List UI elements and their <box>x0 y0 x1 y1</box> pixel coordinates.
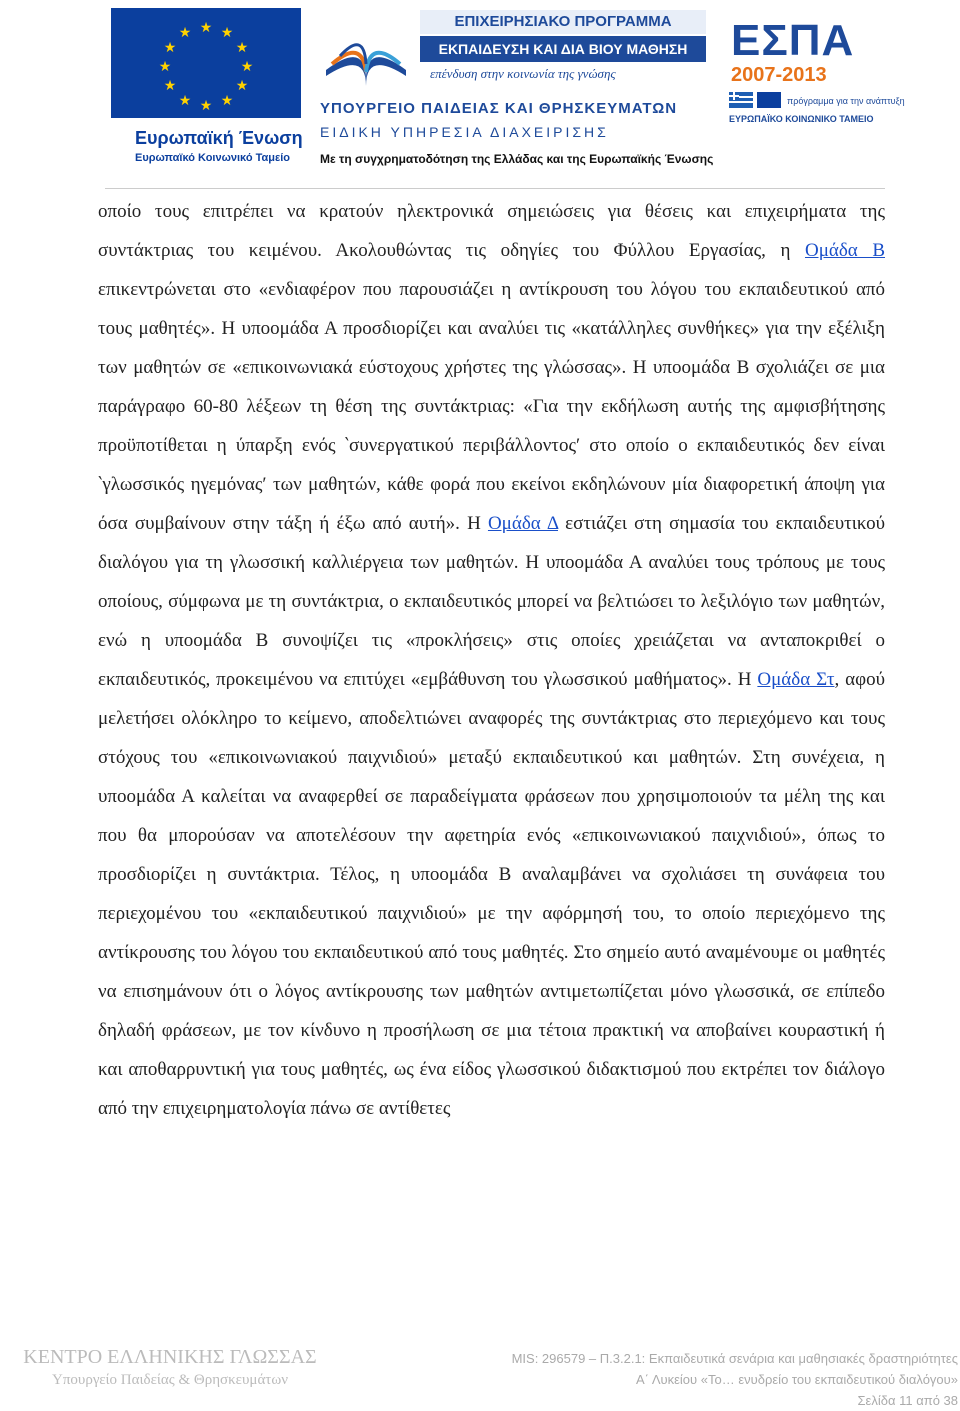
text-segment: επικεντρώνεται στο «ενδιαφέρον που παρουσιάζει η αντίκρουση του λόγου του εκπαιδευτικού από τους μαθητές». Η υποομάδα Α προσδιορίζει και αναλύει τις «κατάλληλες συνθήκες» για την εξέλιξη των μαθητών σε «επικοινωνιακά εύστοχους χρήστες της γλώσσας». Η υποομάδα Β σχολιάζει σε μια παράγραφο 60-80 λέξεων τη θέση της συντάκτριας: «Για την εκδήλωση αυτής της αμφισβήτησης προϋποτίθεται η ύπαρξη ενός ‵συνεργατικού περιβάλλοντος′ στο οποίο ο εκπαιδευτικός δεν είναι ‵γλωσσικός ηγεμόνας′ των μαθητών, κάθε φορά που εκείνοι εκδηλώνουν μία διαφορετική άποψη για όσα συμβαίνουν στην τάξη ή έξω από αυτή». Η <box>98 279 885 534</box>
program-line-2: ΕΚΠΑΙΔΕΥΣΗ ΚΑΙ ΔΙΑ ΒΙΟΥ ΜΑΘΗΣΗ <box>420 36 706 62</box>
svg-text:★: ★ <box>235 78 249 94</box>
link-group-b[interactable]: Ομάδα Β <box>804 240 885 261</box>
agency-name: ΕΙΔΙΚΗ ΥΠΗΡΕΣΙΑ ΔΙΑΧΕΙΡΙΣΗΣ <box>320 124 609 140</box>
header-banner <box>105 2 905 189</box>
eu-subtitle: Ευρωπαϊκό Κοινωνικό Ταμείο <box>135 152 290 164</box>
espa-years: 2007-2013 <box>731 64 827 86</box>
svg-text:★: ★ <box>220 93 234 109</box>
cofinance-note: Με τη συγχρηματοδότηση της Ελλάδας και της Ευρωπαϊκής Ένωσης <box>320 152 714 166</box>
text-segment: , αφού μελετήσει ολόκληρο το κείμενο, αποδελτιώνει αναφορές της συντάκτριας στο περιεχόμενο και τους στόχους του «επικοινωνιακού παιχνιδιού» μεταξύ εκπαιδευτικού και μαθητών. Στη συνέχεια, η υποομάδα Α καλείται να αναφερθεί σε παραδείγματα φράσεων που χρησιμοποιούν τα μέλη της και που θα μπορούσαν να αποτελέσουν την αφετηρία ενός «επικοινωνιακού παιχνιδιού», όπως το προσδιορίζει η συντάκτρια. Τέλος, η υποομάδα Β αναλαμβάνει να σχολιάσει τη συνάφεια του περιεχομένου του «εκπαιδευτικού παιχνιδιού» με την αφόρμησή του, το οποίο περιεχόμενο της αντίκρουσης του λόγου του εκπαιδευτικού από τους μαθητές. Στο σημείο αυτό αναμένουμε οι μαθητές να επισημάνουν ότι ο λόγος αντίκρουσης των μαθητών αντιμετωπίζεται μόνο γλωσσικά, σε επίπεδο δηλαδή φράσεων, με τον κίνδυνο η προσήλωση σε μια τέτοια πρακτική να αποβαίνει κουραστική ή και αποθαρρυντική για τους μαθητές, ως ένα είδος γλωσσικού διδακτισμού που εκτρέπει τον διάλογο από την επιχειρηματολογία πάνω σε αντίθετες <box>98 669 885 1119</box>
svg-text:★: ★ <box>178 25 192 41</box>
text-segment: εστιάζει στη σημασία του εκπαιδευτικού διαλόγου για τη γλωσσική καλλιέργεια των μαθητών. Η υποομάδα Α αναλύει τους τρόπους με τους οποίους, σύμφωνα με τη συντάκτρια, ο εκπαιδευτικός μπορεί να βελτιώσει το λεξιλόγιο των μαθητών, ενώ η υποομάδα Β συνοψίζει τις «προκλήσεις» στις οποίες χρειάζεται να ανταποκριθεί ο εκπαιδευτικός, προκειμένου να επιτύχει «εμβάθυνση του γλωσσικού μαθήματος». Η <box>98 513 885 690</box>
svg-text:★: ★ <box>163 40 177 56</box>
text-segment: οποίο τους επιτρέπει να κρατούν ηλεκτρονικά σημειώσεις για θέσεις και επιχειρήματα της συντάκτριας του κειμένου. Ακολουθώντας τις οδηγίες του Φύλλου Εργασίας, η <box>98 201 885 261</box>
svg-text:★: ★ <box>199 20 213 36</box>
footer-ministry: Υπουργείο Παιδείας & Θρησκευμάτων <box>52 1372 288 1388</box>
svg-text:★: ★ <box>235 40 249 56</box>
page-number: Σελίδα 11 από 38 <box>857 1393 958 1408</box>
footer-scenario: Α΄ Λυκείου «Το… ενυδρείο του εκπαιδευτικού διαλόγου» <box>635 1372 958 1387</box>
open-book-icon <box>320 10 412 88</box>
link-group-d[interactable]: Ομάδα Δ <box>487 513 558 534</box>
program-line-1: ΕΠΙΧΕΙΡΗΣΙΑΚΟ ΠΡΟΓΡΑΜΜΑ <box>420 10 706 34</box>
document-body <box>98 192 885 1128</box>
eu-logo-block <box>105 2 315 188</box>
footer-org: ΚΕΝΤΡΟ ΕΛΛΗΝΙΚΗΣ ΓΛΩΣΣΑΣ <box>23 1346 317 1368</box>
svg-text:★: ★ <box>240 59 254 75</box>
espa-program-note: πρόγραμμα για την ανάπτυξη <box>787 96 905 106</box>
svg-text:★: ★ <box>163 78 177 94</box>
ministry-name: ΥΠΟΥΡΓΕΙΟ ΠΑΙΔΕΙΑΣ ΚΑΙ ΘΡΗΣΚΕΥΜΑΤΩΝ <box>320 100 678 117</box>
footer-project: MIS: 296579 – Π.3.2.1: Εκπαιδευτικά σενάρια και μαθησιακές δραστηριότητες <box>511 1351 958 1366</box>
link-group-st[interactable]: Ομάδα Στ <box>757 669 835 690</box>
espa-fund: ΕΥΡΩΠΑΪΚΟ ΚΟΙΝΩΝΙΚΟ ΤΑΜΕΙΟ <box>729 114 874 124</box>
greek-eu-flags-icon <box>729 90 905 110</box>
eu-flag-icon <box>111 8 301 118</box>
eu-title: Ευρωπαϊκή Ένωση <box>135 128 303 148</box>
svg-text:★: ★ <box>178 93 192 109</box>
program-slogan: επένδυση στην κοινωνία της γνώσης <box>430 66 616 81</box>
svg-text:★: ★ <box>199 98 213 114</box>
espa-logo: ΕΣΠΑ <box>731 16 855 65</box>
svg-text:★: ★ <box>158 59 172 75</box>
footer-right <box>512 1348 958 1411</box>
svg-text:★: ★ <box>220 25 234 41</box>
body-paragraph <box>98 192 885 1128</box>
